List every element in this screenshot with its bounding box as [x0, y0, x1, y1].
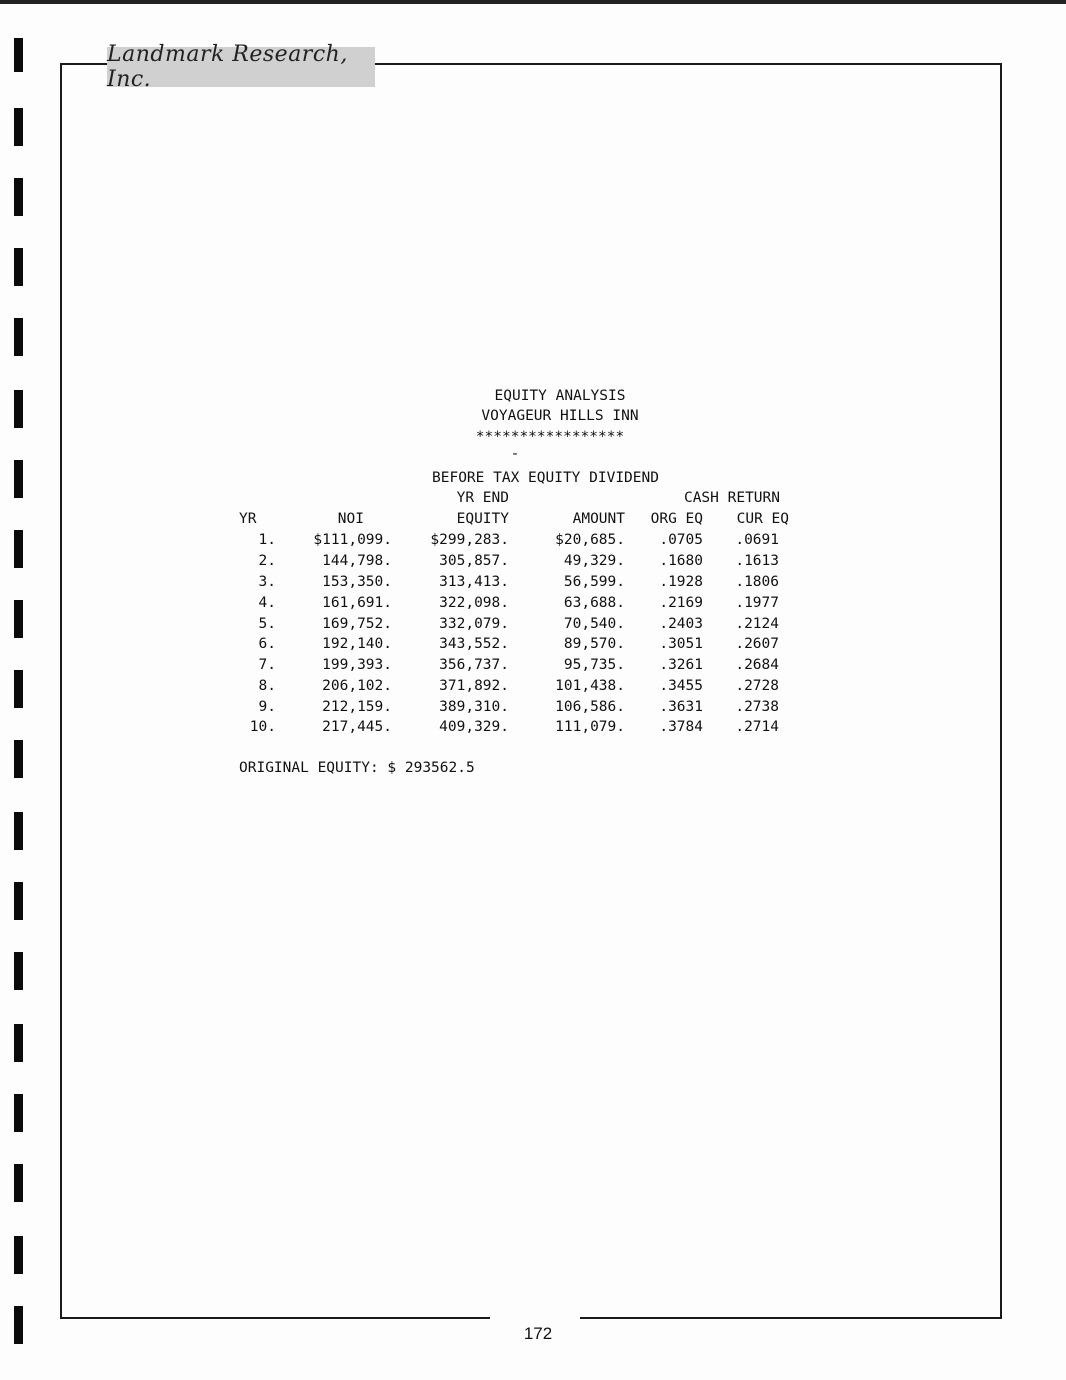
binder-mark [14, 1024, 23, 1062]
cell-noi: 212,159. [322, 699, 392, 715]
cell-noi: 192,140. [322, 636, 392, 652]
table-row [0, 676, 1066, 696]
table-row [0, 717, 1066, 737]
cell-amount: 111,079. [555, 719, 625, 735]
cell-org-eq: .1680 [659, 553, 703, 569]
cell-amount: 89,570. [563, 636, 625, 652]
binder-mark [14, 1094, 23, 1132]
binder-mark [14, 1164, 23, 1202]
cell-org-eq: .3455 [659, 678, 703, 694]
header-equity: EQUITY [456, 511, 509, 527]
binder-mark [14, 318, 23, 356]
cell-cur-eq: .1613 [735, 553, 779, 569]
cell-org-eq: .3631 [659, 699, 703, 715]
binder-mark [14, 108, 23, 146]
cell-equity: $299,283. [430, 532, 509, 548]
table-row [0, 530, 1066, 550]
header-amount: AMOUNT [572, 511, 625, 527]
cell-org-eq: .0705 [659, 532, 703, 548]
cell-cur-eq: .0691 [735, 532, 779, 548]
cell-yr: 9. [258, 699, 276, 715]
cell-org-eq: .3261 [659, 657, 703, 673]
binder-mark [14, 952, 23, 990]
cell-equity: 389,310. [439, 699, 509, 715]
cell-yr: 3. [258, 574, 276, 590]
cell-equity: 313,413. [439, 574, 509, 590]
cell-cur-eq: .2124 [735, 616, 779, 632]
table-row [0, 572, 1066, 592]
cell-equity: 305,857. [439, 553, 509, 569]
header-cash-return: CASH RETURN [683, 490, 780, 506]
binder-mark [14, 812, 23, 850]
binder-mark [14, 38, 23, 72]
cell-cur-eq: .1806 [735, 574, 779, 590]
binder-mark [14, 460, 23, 498]
table-row [0, 697, 1066, 717]
section-title: BEFORE TAX EQUITY DIVIDEND [432, 470, 659, 486]
cell-amount: 63,688. [563, 595, 625, 611]
cell-org-eq: .1928 [659, 574, 703, 590]
binder-mark [14, 390, 23, 428]
company-logo [107, 42, 375, 92]
report-title: EQUITY ANALYSIS [494, 388, 626, 404]
table-row [0, 551, 1066, 571]
cell-amount: 49,329. [563, 553, 625, 569]
header-yr-end: YR END [456, 490, 509, 506]
header-noi: NOI [337, 511, 364, 527]
table-row [0, 655, 1066, 675]
report-subtitle: VOYAGEUR HILLS INN [481, 408, 639, 424]
cell-cur-eq: .2684 [735, 657, 779, 673]
cell-amount: 106,586. [555, 699, 625, 715]
cell-equity: 343,552. [439, 636, 509, 652]
logo-text: Landmark Research, Inc. [107, 42, 348, 92]
cell-equity: 356,737. [439, 657, 509, 673]
cell-yr: 6. [258, 636, 276, 652]
binder-mark [14, 882, 23, 920]
cell-org-eq: .3051 [659, 636, 703, 652]
page-top-edge [0, 0, 1066, 4]
binder-mark [14, 1236, 23, 1274]
binder-mark [14, 248, 23, 286]
cell-org-eq: .2169 [659, 595, 703, 611]
cell-yr: 5. [258, 616, 276, 632]
title-underline-stars: ***************** [475, 429, 625, 445]
cell-noi: 206,102. [322, 678, 392, 694]
cell-amount: 101,438. [555, 678, 625, 694]
cell-amount: $20,685. [555, 532, 625, 548]
cell-yr: 4. [258, 595, 276, 611]
header-yr: YR [239, 511, 257, 527]
cell-cur-eq: .2728 [735, 678, 779, 694]
cell-noi: 161,691. [322, 595, 392, 611]
cell-amount: 70,540. [563, 616, 625, 632]
cell-noi: 199,393. [322, 657, 392, 673]
page-number: 172 [523, 1324, 553, 1343]
cell-cur-eq: .2607 [735, 636, 779, 652]
cell-noi: 144,798. [322, 553, 392, 569]
cell-equity: 322,098. [439, 595, 509, 611]
cell-org-eq: .3784 [659, 719, 703, 735]
cell-noi: 153,350. [322, 574, 392, 590]
header-cur-eq: CUR EQ [736, 511, 789, 527]
cell-yr: 1. [258, 532, 276, 548]
cell-amount: 95,735. [563, 657, 625, 673]
cell-org-eq: .2403 [659, 616, 703, 632]
cell-noi: $111,099. [313, 532, 392, 548]
header-org-eq: ORG EQ [650, 511, 703, 527]
cell-yr: 10. [249, 719, 276, 735]
table-row [0, 634, 1066, 654]
cell-equity: 332,079. [439, 616, 509, 632]
cell-yr: 7. [258, 657, 276, 673]
original-equity: ORIGINAL EQUITY: $ 293562.5 [239, 760, 475, 776]
table-row [0, 593, 1066, 613]
binder-mark [14, 740, 23, 778]
cell-cur-eq: .2738 [735, 699, 779, 715]
cell-yr: 2. [258, 553, 276, 569]
cell-noi: 169,752. [322, 616, 392, 632]
cell-cur-eq: .1977 [735, 595, 779, 611]
cell-equity: 371,892. [439, 678, 509, 694]
cell-cur-eq: .2714 [735, 719, 779, 735]
cell-equity: 409,329. [439, 719, 509, 735]
cell-amount: 56,599. [563, 574, 625, 590]
table-row [0, 614, 1066, 634]
binder-mark [14, 178, 23, 216]
dash-mark: - [510, 446, 520, 462]
binder-mark [14, 1306, 23, 1344]
cell-noi: 217,445. [322, 719, 392, 735]
cell-yr: 8. [258, 678, 276, 694]
